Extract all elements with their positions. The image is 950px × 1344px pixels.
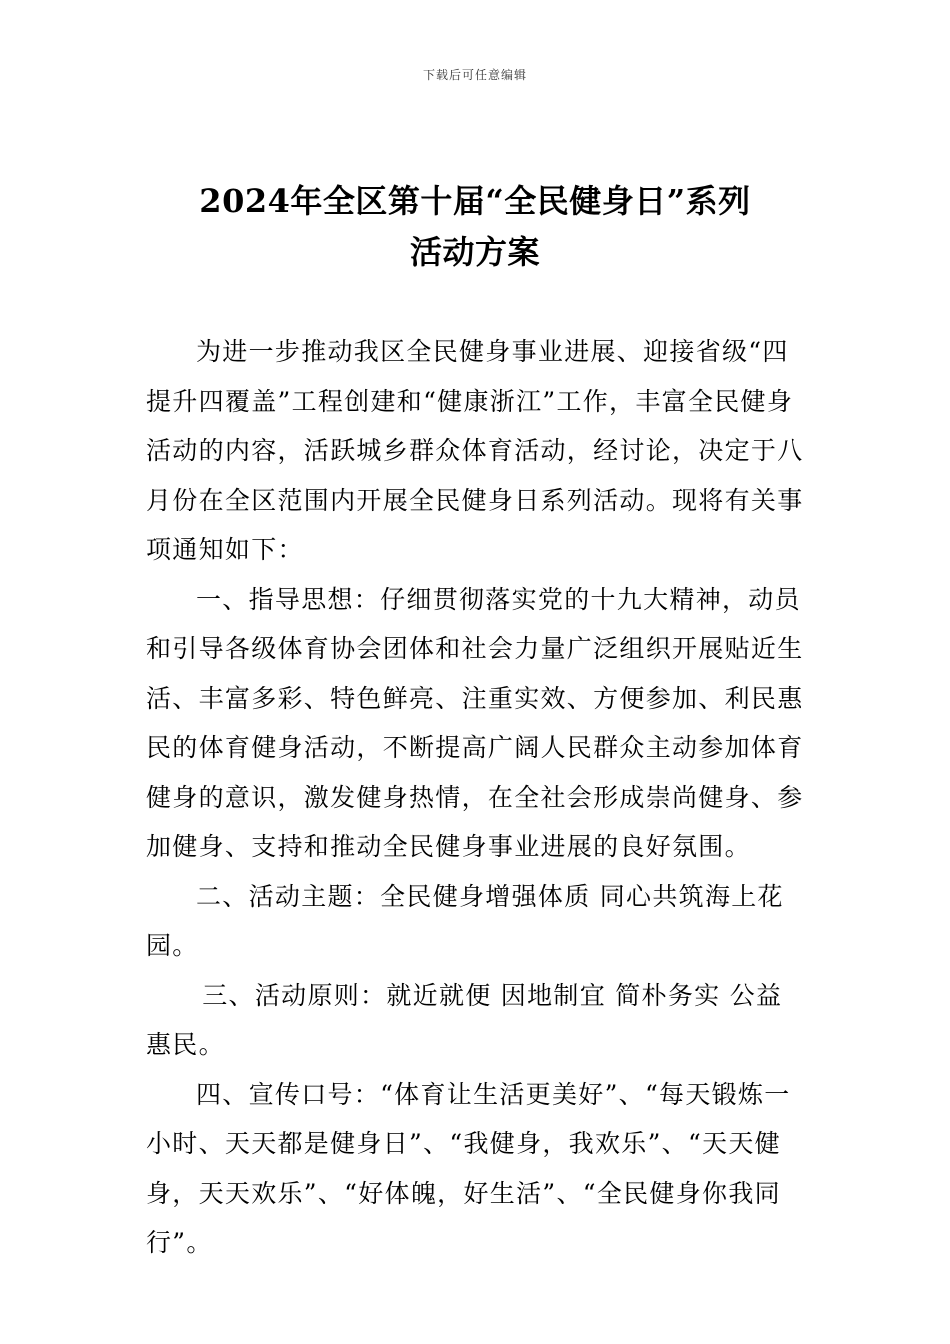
header-note: 下载后可任意编辑 [422, 68, 527, 82]
document-title [130, 176, 820, 278]
title-line-1: 2024年全区第十届“全民健身日”系列 [199, 182, 751, 220]
document-body [146, 327, 806, 1268]
guiding-ideology-paragraph: 一、指导思想：仔细贯彻落实党的十九大精神，动员和引导各级体育协会团体和社会力量广泛组织开展贴近生活、丰富多彩、特色鲜亮、注重实效、方便参加、利民惠民的体育健身活动，不断提高广阔人民群众主动参加体育健身的意识，激发健身热情，在全社会形成崇尚健身、参加健身、支持和推动全民健身事业进展的良好氛围。 [146, 584, 804, 861]
slogan-paragraph: 四、宣传口号：“体育让生活更美好”、“每天锻炼一小时、天天都是健身日”、“我健身，我欢乐”、“天天健身，天天欢乐”、“好体魄，好生活”、“全民健身你我同行”。 [146, 1079, 791, 1257]
title-line-2: 活动方案 [409, 233, 540, 271]
activity-principle-paragraph: 三、活动原则：就近就便 因地制宜 简朴务实 公益惠民。 [146, 980, 783, 1059]
intro-paragraph: 为进一步推动我区全民健身事业进展、迎接省级“四提升四覆盖”工程创建和“健康浙江”工作，丰富全民健身活动的内容，活跃城乡群众体育活动，经讨论，决定于八月份在全区范围内开展全民健身日系列活动。现将有关事项通知如下： [146, 337, 804, 564]
activity-theme-paragraph: 二、活动主题：全民健身增强体质 同心共筑海上花园。 [146, 881, 784, 960]
